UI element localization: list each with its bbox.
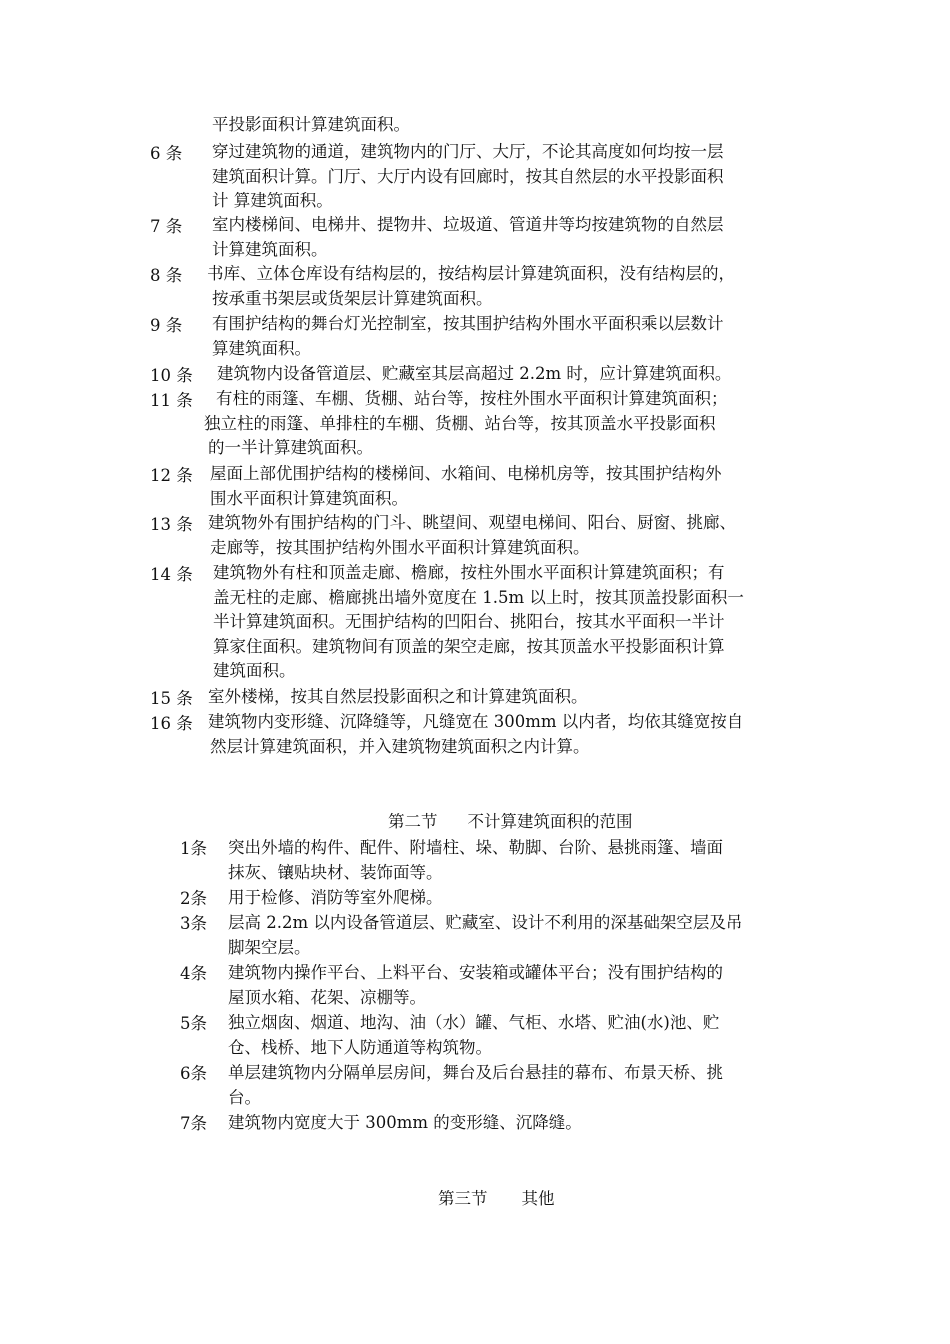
clause-13 [150, 511, 810, 560]
clause-line: 算家住面积。建筑物间有顶盖的架空走廊，按其顶盖水平投影面积计算 [213, 636, 725, 656]
clause-number: 10 条 [150, 366, 193, 385]
clause-line: 建筑物内设备管道层、贮藏室其层高超过 2.2m 时，应计算建筑面积。 [217, 364, 732, 383]
clause-line: 建筑物外有柱和顶盖走廊、檐廊，按柱外围水平面积计算建筑面积；有 [213, 563, 725, 582]
clause-15 [150, 685, 810, 710]
exclusion-clause-6 [180, 1060, 810, 1110]
clause-line: 台。 [228, 1088, 261, 1107]
clause-line: 书库、立体仓库设有结构层的，按结构层计算建筑面积，没有结构层的， [207, 264, 735, 283]
clause-number: 7条 [180, 1114, 207, 1133]
section-title: 其他 [521, 1189, 555, 1208]
clause-number: 9 条 [150, 316, 183, 335]
clause-number: 6 条 [150, 144, 183, 163]
clause-12 [150, 462, 810, 511]
clause-14 [150, 561, 810, 684]
clause-number: 3条 [180, 914, 207, 933]
clause-7 [150, 213, 810, 262]
clause-line: 仓、栈桥、地下人防通道等构筑物。 [228, 1038, 492, 1057]
section-title: 不计算建筑面积的范围 [467, 812, 633, 831]
exclusion-clause-7 [180, 1110, 810, 1135]
exclusion-clause-4 [180, 960, 810, 1010]
exclusion-clause-1 [180, 835, 810, 885]
clause-line: 围水平面积计算建筑面积。 [210, 488, 408, 508]
exclusion-clause-3 [180, 910, 810, 960]
clause-number: 1条 [180, 839, 207, 858]
clause-number: 13 条 [150, 515, 193, 534]
clause-11 [150, 387, 810, 461]
clause-line: 建筑面积。 [213, 661, 296, 681]
clause-line: 单层建筑物内分隔单层房间，舞台及后台悬挂的幕布、布景天桥、挑 [228, 1063, 723, 1082]
clause-line: 算建筑面积。 [212, 338, 311, 358]
clause-line: 建筑物外有围护结构的门斗、眺望间、观望电梯间、阳台、厨窗、挑廊、 [208, 513, 736, 532]
section-heading [388, 808, 633, 832]
clause-line: 按承重书架层或货架层计算建筑面积。 [212, 288, 493, 308]
clause-line: 建筑面积计算。门厅、大厅内设有回廊时，按其自然层的水平投影面积 [212, 166, 724, 186]
clause-line: 抹灰、镶贴块材、装饰面等。 [228, 863, 443, 882]
clause-line: 室内楼梯间、电梯井、提物井、垃圾道、管道井等均按建筑物的自然层 [212, 215, 724, 234]
exclusion-clause-5 [180, 1010, 810, 1060]
clause-line: 然层计算建筑面积，并入建筑物建筑面积之内计算。 [210, 736, 590, 756]
clause-number: 2条 [180, 889, 207, 908]
clause-line: 计算建筑面积。 [212, 239, 328, 259]
clause-line: 建筑物内变形缝、沉降缝等，凡缝宽在 300mm 以内者，均依其缝宽按自 [208, 712, 744, 731]
clause-number: 11 条 [150, 391, 193, 410]
clause-line: 脚架空层。 [228, 938, 311, 957]
clause-line: 建筑物内宽度大于 300mm 的变形缝、沉降缝。 [228, 1113, 582, 1132]
clause-line: 屋面上部优围护结构的楼梯间、水箱间、电梯机房等，按其围护结构外 [210, 464, 722, 483]
clause-6 [150, 140, 810, 214]
clause-number: 6条 [180, 1064, 207, 1083]
clause-line: 走廊等，按其围护结构外围水平面积计算建筑面积。 [210, 537, 590, 557]
clause-line: 独立柱的雨篷、单排柱的车棚、货棚、站台等，按其顶盖水平投影面积 [204, 413, 716, 433]
clause-line: 层高 2.2m 以内设备管道层、贮藏室、设计不利用的深基础架空层及吊 [228, 913, 743, 932]
clause-number: 5条 [180, 1014, 207, 1033]
clause-line: 屋顶水箱、花架、凉棚等。 [228, 988, 426, 1007]
clause-line: 半计算建筑面积。无围护结构的凹阳台、挑阳台，按其水平面积一半计 [213, 612, 725, 632]
section-number: 第二节 [388, 812, 438, 831]
clause-line: 的一半计算建筑面积。 [208, 438, 373, 458]
clause-number: 12 条 [150, 466, 193, 485]
exclusion-clause-2 [180, 885, 810, 910]
clause-number: 4条 [180, 964, 207, 983]
clause-line: 有柱的雨篷、车棚、货棚、站台等，按柱外围水平面积计算建筑面积； [216, 389, 728, 408]
clause-9 [150, 312, 810, 361]
clause-number: 15 条 [150, 689, 193, 708]
clause-number: 14 条 [150, 565, 193, 584]
clause-line: 平投影面积计算建筑面积。 [212, 115, 410, 134]
clause-line: 建筑物内操作平台、上料平台、安装箱或罐体平台；没有围护结构的 [228, 963, 723, 982]
clause-10 [150, 362, 810, 387]
clause-16 [150, 710, 810, 759]
clause-line: 盖无柱的走廊、檐廊挑出墙外宽度在 1.5m 以上时，按其顶盖投影面积一 [213, 587, 744, 607]
clause-line: 突出外墙的构件、配件、附墙柱、垛、勒脚、台阶、悬挑雨篷、墙面 [228, 838, 723, 857]
clause-line: 室外楼梯，按其自然层投影面积之和计算建筑面积。 [208, 687, 588, 706]
clause-line: 用于检修、消防等室外爬梯。 [228, 888, 443, 907]
clause-number: 16 条 [150, 714, 193, 733]
section-heading [438, 1185, 555, 1209]
clause-line: 计 算建筑面积。 [212, 191, 333, 211]
clause-continuation [150, 113, 810, 138]
clause-line: 穿过建筑物的通道，建筑物内的门厅、大厅，不论其高度如何均按一层 [212, 142, 724, 161]
section-number: 第三节 [438, 1189, 488, 1208]
clause-line: 独立烟囱、烟道、地沟、油（水）罐、气柜、水塔、贮油(水)池、贮 [228, 1013, 720, 1032]
clause-number: 8 条 [150, 266, 183, 285]
clause-number: 7 条 [150, 217, 183, 236]
clause-line: 有围护结构的舞台灯光控制室，按其围护结构外围水平面积乘以层数计 [212, 314, 724, 333]
clause-8 [150, 262, 810, 311]
